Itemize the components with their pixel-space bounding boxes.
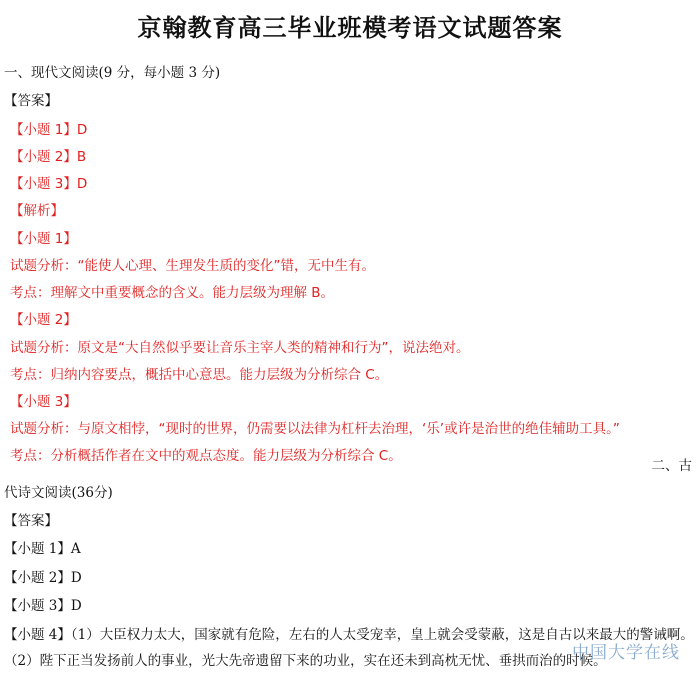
- section-2-heading-part2: 代诗文阅读(36分): [4, 485, 113, 501]
- analysis-2-label: 【小题 2】: [10, 312, 77, 328]
- section-2-heading-part1: 二、古: [651, 458, 692, 474]
- document-title: 京翰教育高三毕业班模考语文试题答案: [137, 14, 563, 42]
- section-1-answer-label: 【答案】: [4, 93, 58, 109]
- analysis-3-label: 【小题 3】: [10, 394, 77, 410]
- analysis-1-point: 考点：理解文中重要概念的含义。能力层级为理解 B。: [10, 285, 335, 301]
- section-1-answer-3: 【小题 3】D: [10, 176, 88, 192]
- section-1-heading: 一、现代文阅读(9 分，每小题 3 分): [4, 65, 221, 81]
- section-1-answer-2: 【小题 2】B: [10, 149, 87, 165]
- section-2-answer-4-part2: （2）陛下正当发扬前人的事业，光大先帝遗留下来的功业，实在还未到高枕无忧、垂拱而治的时候。: [4, 653, 607, 669]
- analysis-2-point: 考点：归纳内容要点，概括中心意思。能力层级为分析综合 C。: [10, 367, 389, 383]
- section-1-answer-1: 【小题 1】D: [10, 122, 88, 138]
- section-2-answer-2: 【小题 2】D: [4, 570, 82, 586]
- analysis-1-label: 【小题 1】: [10, 231, 77, 247]
- section-2-answer-label: 【答案】: [4, 513, 58, 529]
- analysis-3-text: 试题分析：与原文相悖，“现时的世界，仍需要以法律为杠杆去治理，‘乐’或许是治世的绝佳辅助工具。”: [10, 421, 620, 437]
- section-2-answer-1: 【小题 1】A: [4, 541, 81, 557]
- section-1-analysis-label: 【解析】: [10, 203, 64, 219]
- analysis-1-text: 试题分析：“能使人心理、生理发生质的变化”错，无中生有。: [10, 258, 375, 274]
- watermark: 中国大学在线: [572, 643, 680, 663]
- section-2-answer-3: 【小题 3】D: [4, 598, 82, 614]
- section-2-answer-4: 【小题 4】（1）大臣权力太大，国家就有危险，左右的人太受宠幸，皇上就会受蒙蔽，这是自古以来最大的警诫啊。: [4, 627, 694, 643]
- analysis-3-point: 考点：分析概括作者在文中的观点态度。能力层级为分析综合 C。: [10, 448, 402, 464]
- analysis-2-text: 试题分析：原文是“大自然似乎要让音乐主宰人类的精神和行为”，说法绝对。: [10, 340, 470, 356]
